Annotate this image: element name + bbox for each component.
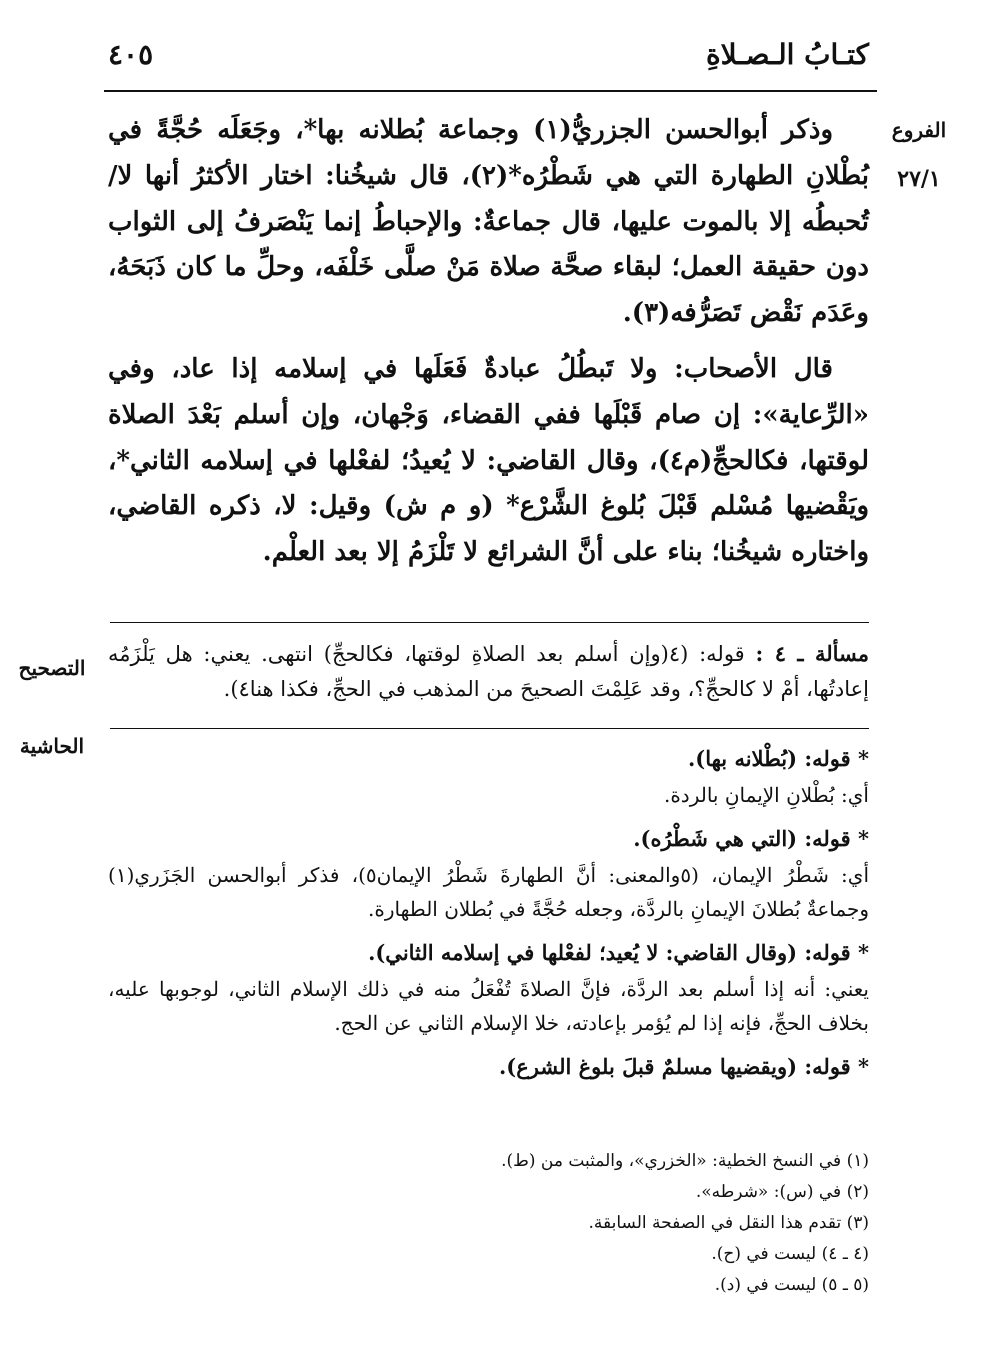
footnote: (١) في النسخ الخطية: «الخزري»، والمثبت من (ط).	[501, 1151, 869, 1171]
tashih-divider	[110, 728, 869, 729]
hashiya-quote: * قوله: (بُطْلانه بها).	[687, 746, 869, 771]
footnote: (٥ ـ ٥) ليست في (د).	[714, 1275, 869, 1295]
hashiya-quote: * قوله: (وقال القاضي: لا يُعيد؛ لفعْلها في إسلامه الثاني).	[368, 940, 869, 965]
running-head-title: كتـابُ الـصـلاةِ	[706, 38, 869, 71]
footnote: (٣) تقدم هذا النقل في الصفحة السابقة.	[588, 1213, 869, 1233]
footnote: (٤ ـ ٤) ليست في (ح).	[711, 1244, 869, 1264]
hashiya-explanation: أي: شَطْرُ الإيمان، (٥والمعنى: أنَّ الطهارةَ شَطْرُ الإيمان٥)، فذكر أبوالحسن الجَزَري(١) وجماعةٌ بُطلانَ الإيمانِ بالردَّة، وجعله حُجَّةً في بُطلان الطهارة.	[108, 863, 869, 921]
main-paragraph-2: قال الأصحاب: ولا تَبطُلُ عبادةٌ فَعَلَها في إسلامه إذا عاد، وفي «الرِّعاية»: إن صام قَبْلَها ففي القضاء، وَجْهان، وإن أسلم بَعْدَ الصلاة لوقتها، فكالحجِّ(م٤)، وقال القاضي: لا يُعيدُ؛ لفعْلها في إسلامه الثاني*، ويَقْضيها مُسْلم قَبْلَ بُلوغ الشَّرْع* (و م ش) وقيل: لا، ذكره القاضي، واختاره شيخُنا؛ بناء على أنَّ الشرائع لا تَلْزَمُ إلا بعد العلْم.	[108, 353, 869, 568]
margin-label-hashiya: الحاشية	[19, 734, 85, 758]
hashiya-explanation: يعني: أنه إذا أسلم بعد الردَّة، فإنَّ الصلاةَ تُفْعَلُ منه في ذلك الإسلام الثاني، لوجوبها عليه، بخلاف الحجِّ، فإنه إذا لم يُؤمر بإعادته، خلا الإسلام الثاني عن الحج.	[108, 977, 869, 1035]
hashiya-item	[108, 934, 869, 1040]
tashih-text: قوله: (٤(وإن أسلم بعد الصلاةِ لوقتها، فكالحجِّ) انتهى. يعني: هل يَلْزَمُه إعادتُها، أمْ لا كالحجِّ؟، وقد عَلِمْتَ الصحيحَ من المذهب في الحجِّ، فكذا هنا٤).	[108, 642, 869, 701]
hashiya-quote: * قوله: (ويقضيها مسلمٌ قبلَ بلوغ الشرع).	[498, 1054, 869, 1079]
margin-label-furu: الفروع	[891, 118, 947, 142]
hashiya-item	[108, 1048, 869, 1086]
hashiya-quote: * قوله: (التي هي شَطْرُه).	[633, 826, 869, 851]
footnotes	[108, 1146, 869, 1301]
hashiya-section	[108, 740, 869, 1086]
main-text	[108, 108, 869, 576]
tashih-lead: مسألة ـ ٤ :	[755, 641, 869, 666]
margin-ref-furu: ٢٧/١	[897, 166, 941, 192]
margin-label-tashih: التصحيح	[18, 656, 86, 680]
hashiya-explanation: أي: بُطْلانِ الإيمانِ بالردة.	[663, 783, 869, 807]
main-divider	[110, 622, 869, 623]
page-number: ٤٠٥	[108, 38, 154, 71]
hashiya-item	[108, 740, 869, 812]
header-divider	[104, 90, 877, 92]
tashih-section	[108, 636, 869, 707]
tashih-paragraph	[108, 636, 869, 707]
footnote: (٢) في (س): «شرطه».	[695, 1182, 869, 1202]
main-paragraph-1: وذكر أبوالحسن الجزريُّ(١) وجماعة بُطلانه بها*، وجَعَلَه حُجَّةً في بُطْلانِ الطهارة التي هي شَطْرُه*(٢)، قال شيخُنا: اختار الأكثرُ أنها لا/ تُحبطُه إلا بالموت عليها، قال جماعةٌ: والإحباطُ إنما يَنْصَرفُ إلى الثواب دون حقيقة العمل؛ لبقاء صحَّة صلاة مَنْ صلَّى خَلْفَه، وحلِّ ما كان ذَبَحَهُ، وعَدَم نَقْض تَصَرُّفه(٣).	[108, 115, 869, 329]
hashiya-item	[108, 820, 869, 926]
